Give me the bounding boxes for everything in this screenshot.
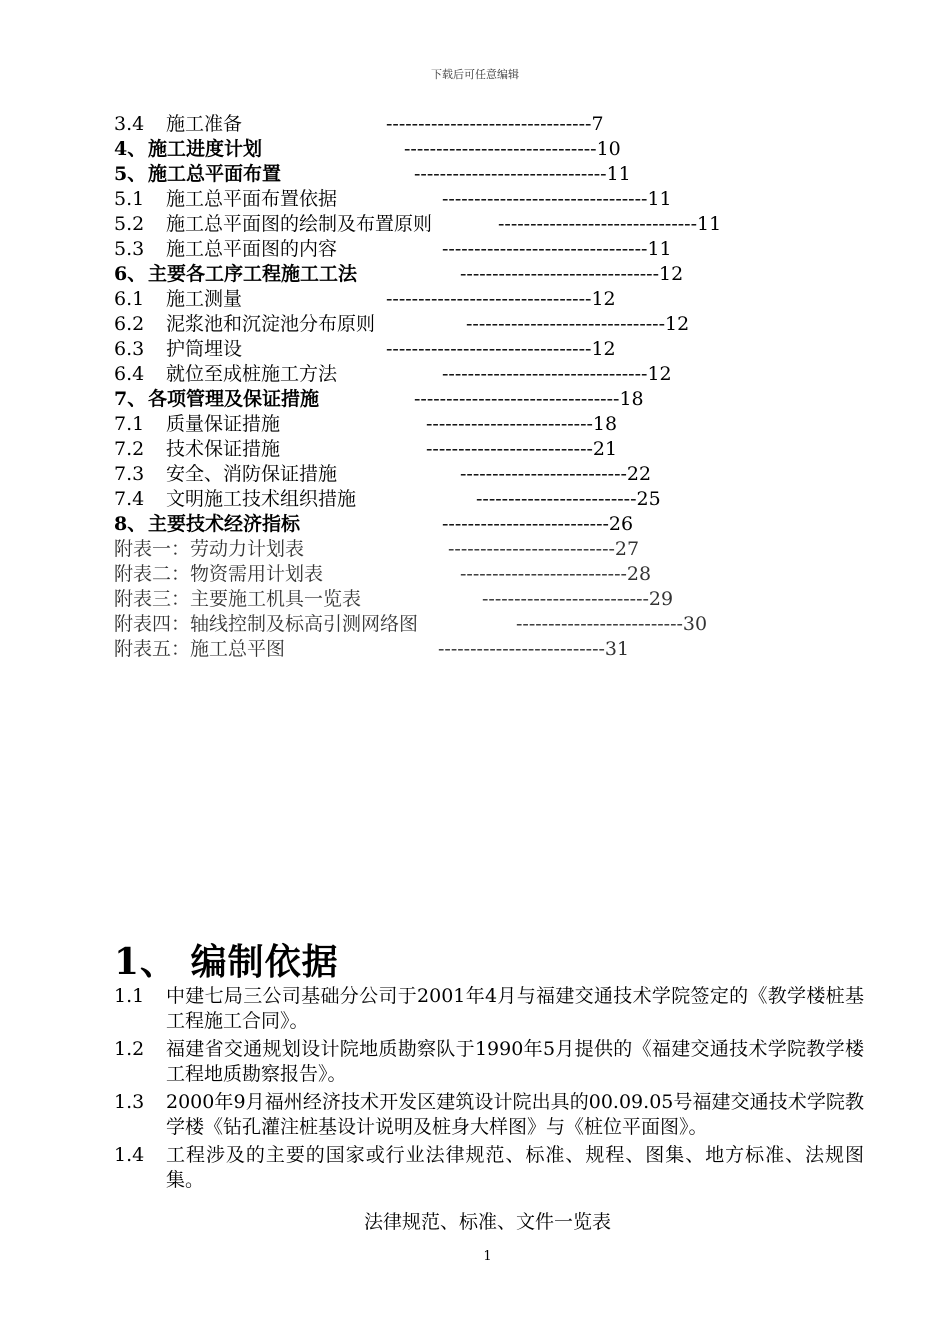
toc-entry-label [114,437,280,462]
section-items [114,984,864,1196]
toc-entry-number: 7.2 [114,438,145,460]
toc-entry-leader-page: --------------------------------18 [414,388,644,410]
toc-entry-leader-page: --------------------------26 [442,513,634,535]
toc-entry-title: 各项管理及保证措施 [148,388,320,410]
toc-entry-number: 3.4 [114,113,145,135]
toc-entry-leader-page: --------------------------31 [438,638,630,660]
toc-entry-leader-page: ------------------------------11 [414,163,631,185]
toc-entry-number: 4、 [114,138,147,160]
toc-entry-label [114,187,337,212]
toc-entry-label [114,337,242,362]
basis-item [114,1143,864,1193]
toc-entry-title: 质量保证措施 [166,413,281,435]
toc-entry-number: 5、 [114,163,147,185]
toc-entry-leader-page: --------------------------------12 [442,363,672,385]
basis-item-number: 1.2 [114,1038,145,1060]
toc-entry-title: 就位至成桩施工方法 [166,363,338,385]
toc-entry [114,137,874,162]
toc-entry-title: 施工准备 [166,113,243,135]
table-of-contents [114,112,874,662]
toc-entry-leader-page: -------------------------------12 [466,313,690,335]
section-heading: 1、 编制依据 [114,941,339,983]
toc-entry [114,387,874,412]
toc-entry-number: 6.2 [114,313,145,335]
toc-entry-leader-page: --------------------------21 [426,438,618,460]
toc-entry-label [114,387,319,412]
basis-item-text: 工程涉及的主要的国家或行业法律规范、标准、规程、图集、地方标准、法规图集。 [166,1144,864,1191]
toc-entry-title: 附表一：劳动力计划表 [114,538,305,560]
toc-entry-leader-page: --------------------------29 [482,588,674,610]
toc-entry [114,537,874,562]
toc-entry-title: 施工进度计划 [148,138,263,160]
toc-entry-leader-page: -------------------------------11 [498,213,722,235]
toc-entry [114,262,874,287]
toc-entry-title: 施工测量 [166,288,243,310]
page-header: 下载后可任意编辑 [431,68,519,81]
toc-entry-title: 附表二：物资需用计划表 [114,563,324,585]
toc-entry-leader-page: --------------------------------11 [442,188,672,210]
toc-entry-number: 5.2 [114,213,145,235]
toc-entry [114,637,874,662]
toc-entry-title: 安全、消防保证措施 [166,463,338,485]
basis-item [114,1037,864,1087]
toc-entry-label [114,362,337,387]
toc-entry-number: 7.1 [114,413,145,435]
toc-entry-leader-page: --------------------------------11 [442,238,672,260]
toc-entry-label [114,287,242,312]
toc-entry-label [114,587,361,612]
toc-entry [114,462,874,487]
toc-entry [114,512,874,537]
toc-entry-title: 护筒埋设 [166,338,243,360]
toc-entry-number: 6.1 [114,288,145,310]
toc-entry [114,562,874,587]
toc-entry-number: 7.3 [114,463,145,485]
toc-entry-title: 附表五：施工总平图 [114,638,286,660]
basis-item-number: 1.4 [114,1144,145,1166]
toc-entry-label [114,462,337,487]
toc-entry-leader-page: --------------------------------12 [386,288,616,310]
toc-entry-title: 附表四：轴线控制及标高引测网络图 [114,613,419,635]
basis-item-text: 2000年9月福州经济技术开发区建筑设计院出具的00.09.05号福建交通技术学院教学楼《钻孔灌注桩基设计说明及桩身大样图》与《桩位平面图》。 [166,1091,864,1138]
toc-entry-leader-page: --------------------------27 [448,538,640,560]
toc-entry [114,412,874,437]
toc-entry-title: 施工总平面布置 [148,163,282,185]
toc-entry-title: 主要各工序工程施工工法 [148,263,358,285]
toc-entry-label [114,537,304,562]
table-caption: 法律规范、标准、文件一览表 [363,1211,611,1233]
toc-entry-number: 6、 [114,263,147,285]
toc-entry-title: 主要技术经济指标 [148,513,301,535]
toc-entry-leader-page: -------------------------------12 [460,263,684,285]
toc-entry [114,287,874,312]
toc-entry [114,312,874,337]
toc-entry-label [114,487,356,512]
toc-entry-number: 5.3 [114,238,145,260]
toc-entry-label [114,637,285,662]
basis-item-number: 1.3 [114,1091,145,1113]
toc-entry-title: 泥浆池和沉淀池分布原则 [166,313,376,335]
toc-entry-label [114,262,357,287]
toc-entry-leader-page: --------------------------18 [426,413,618,435]
toc-entry [114,337,874,362]
toc-entry [114,187,874,212]
toc-entry-label [114,162,281,187]
toc-entry-label [114,612,418,637]
toc-entry-number: 8、 [114,513,147,535]
toc-entry-leader-page: --------------------------------7 [386,113,604,135]
toc-entry-leader-page: --------------------------------12 [386,338,616,360]
toc-entry [114,112,874,137]
toc-entry [114,162,874,187]
toc-entry-leader-page: --------------------------22 [460,463,652,485]
toc-entry-label [114,512,300,537]
toc-entry-leader-page: ------------------------------10 [404,138,621,160]
toc-entry [114,612,874,637]
toc-entry-leader-page: -------------------------25 [476,488,661,510]
toc-entry-title: 附表三：主要施工机具一览表 [114,588,362,610]
toc-entry-label [114,562,323,587]
basis-item-text: 福建省交通规划设计院地质勘察队于1990年5月提供的《福建交通技术学院教学楼工程地质勘察报告》。 [166,1038,864,1085]
basis-item [114,1090,864,1140]
toc-entry-number: 6.4 [114,363,145,385]
page-number: 1 [483,1249,492,1264]
toc-entry [114,437,874,462]
basis-item [114,984,864,1034]
toc-entry-leader-page: --------------------------30 [516,613,708,635]
basis-item-number: 1.1 [114,985,145,1007]
toc-entry-leader-page: --------------------------28 [460,563,652,585]
toc-entry-number: 7、 [114,388,147,410]
toc-entry [114,487,874,512]
toc-entry-label [114,412,280,437]
toc-entry [114,362,874,387]
toc-entry-label [114,137,262,162]
toc-entry [114,587,874,612]
toc-entry [114,237,874,262]
toc-entry-title: 施工总平面图的内容 [166,238,338,260]
toc-entry-title: 技术保证措施 [166,438,281,460]
toc-entry-title: 文明施工技术组织措施 [166,488,357,510]
toc-entry-label [114,212,432,237]
toc-entry-label [114,312,375,337]
toc-entry-title: 施工总平面布置依据 [166,188,338,210]
toc-entry-number: 6.3 [114,338,145,360]
basis-item-text: 中建七局三公司基础分公司于2001年4月与福建交通技术学院签定的《教学楼桩基工程施工合同》。 [166,985,864,1032]
toc-entry-label [114,237,337,262]
toc-entry-number: 7.4 [114,488,145,510]
toc-entry-number: 5.1 [114,188,145,210]
toc-entry-label [114,112,242,137]
toc-entry [114,212,874,237]
toc-entry-title: 施工总平面图的绘制及布置原则 [166,213,433,235]
